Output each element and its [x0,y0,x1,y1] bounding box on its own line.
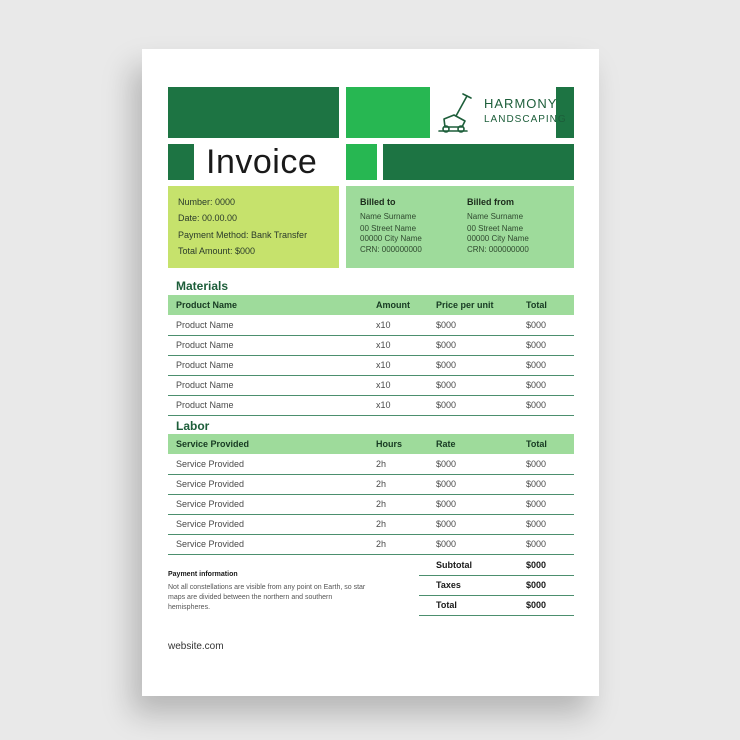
website-link[interactable]: website.com [168,641,224,652]
invoice-title: Invoice [206,143,318,181]
table-cell: $000 [436,539,457,549]
total-value: $000 [526,600,547,610]
table-cell: Product Name [176,380,234,390]
table-cell: $000 [526,360,547,370]
brand-subtitle: LANDSCAPING [484,114,567,125]
column-header: Hours [376,439,403,449]
table-cell: 2h [376,519,387,529]
column-header: Total [526,300,547,310]
billing-box [346,186,574,268]
brand-name: HARMONY [484,96,558,111]
header-block-top-left [168,87,339,138]
column-header: Rate [436,439,456,449]
billed-to-line: 00 Street Name [360,224,417,233]
table-cell: $000 [526,340,547,350]
billed-from-line: 00 Street Name [467,224,524,233]
table-cell: $000 [526,459,547,469]
table-cell: $000 [436,499,457,509]
table-cell: $000 [436,340,457,350]
table-cell: 2h [376,459,387,469]
labor-heading: Labor [176,419,210,433]
table-cell: $000 [436,459,457,469]
table-cell: $000 [526,320,547,330]
table-cell: $000 [436,360,457,370]
table-cell: Service Provided [176,519,245,529]
table-cell: Service Provided [176,479,245,489]
table-cell: Service Provided [176,459,245,469]
subtotal-value: $000 [526,560,547,570]
table-cell: $000 [436,380,457,390]
billed-from-line: Name Surname [467,212,524,221]
table-cell: $000 [526,400,547,410]
table-row [168,494,574,515]
header-block-small-middle [346,144,377,180]
table-cell: x10 [376,400,391,410]
table-row [168,534,574,555]
table-cell: $000 [526,479,547,489]
table-cell: $000 [526,519,547,529]
table-row [168,335,574,356]
total-label: Total [436,600,457,610]
subtotal-label: Subtotal [436,560,472,570]
table-row [168,355,574,376]
table-cell: x10 [376,340,391,350]
table-row [168,315,574,336]
billed-to-heading: Billed to [360,197,396,207]
column-header: Price per unit [436,300,494,310]
table-cell: $000 [436,519,457,529]
invoice-date: Date: 00.00.00 [178,213,238,223]
table-cell: $000 [526,539,547,549]
invoice-info-box [168,186,339,268]
table-cell: Service Provided [176,539,245,549]
column-header: Product Name [176,300,238,310]
header-block-small-left [168,144,194,180]
table-cell: Service Provided [176,499,245,509]
table-cell: Product Name [176,400,234,410]
header-block-top-middle [346,87,430,138]
table-row [168,454,574,475]
billed-to-line: 00000 City Name [360,234,422,243]
header-block-bottom-right [383,144,574,180]
column-header: Total [526,439,547,449]
table-cell: $000 [526,499,547,509]
materials-table-header [168,295,574,315]
payment-method: Payment Method: Bank Transfer [178,230,308,240]
table-cell: x10 [376,320,391,330]
table-cell: Product Name [176,320,234,330]
table-cell: 2h [376,539,387,549]
table-cell: $000 [436,320,457,330]
billed-from-line: 00000 City Name [467,234,529,243]
billed-to-line: Name Surname [360,212,417,221]
total-amount: Total Amount: $000 [178,246,256,256]
table-row [168,514,574,535]
table-cell: x10 [376,360,391,370]
payment-info-heading: Payment information [168,571,238,578]
table-cell: $000 [526,380,547,390]
invoice-number: Number: 0000 [178,197,236,207]
table-cell: x10 [376,380,391,390]
lawn-mower-icon [437,92,481,134]
billed-from-line: CRN: 000000000 [467,245,529,254]
column-header: Amount [376,300,410,310]
table-cell: 2h [376,479,387,489]
taxes-label: Taxes [436,580,461,590]
taxes-value: $000 [526,580,547,590]
brand-logo [437,90,567,136]
header-block-top-right [556,87,574,138]
table-cell: Product Name [176,360,234,370]
table-cell: $000 [436,400,457,410]
table-row [168,395,574,416]
table-cell: $000 [436,479,457,489]
table-row [168,474,574,495]
billed-from-heading: Billed from [467,197,515,207]
taxes-row [419,575,574,596]
column-header: Service Provided [176,439,250,449]
table-cell: Product Name [176,340,234,350]
labor-table-header [168,434,574,454]
billed-to-line: CRN: 000000000 [360,245,422,254]
total-row [419,595,574,616]
payment-info-text: Not all constellations are visible from any point on Earth, so star maps are divided between the northern and southern hemispheres. [168,584,366,611]
table-row [168,375,574,396]
table-cell: 2h [376,499,387,509]
materials-heading: Materials [176,279,229,293]
subtotal-row [419,555,574,576]
